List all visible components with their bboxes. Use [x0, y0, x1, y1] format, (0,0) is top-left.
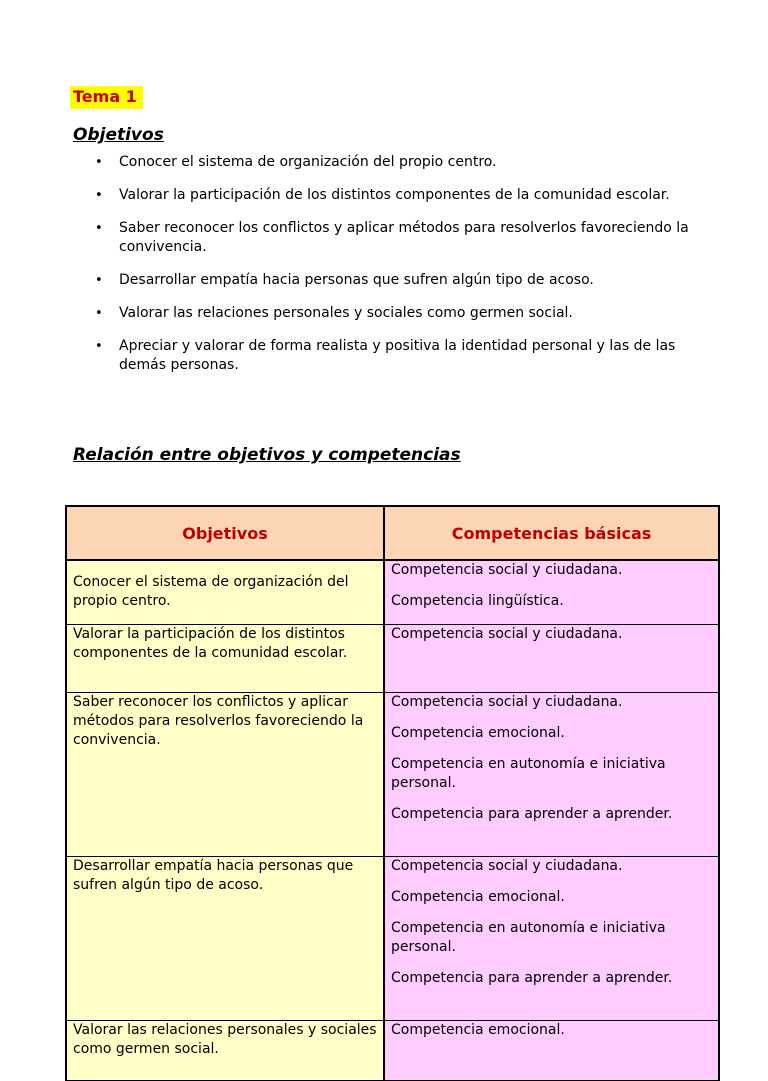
- table-row: [66, 624, 719, 692]
- bullet-icon: •: [95, 339, 103, 354]
- objetivo-cell-text: Valorar la participación de los distintos componentes de la comunidad escolar.: [73, 625, 348, 661]
- competencia-cell: [384, 624, 719, 692]
- competencia-item: Competencia emocional.: [391, 888, 565, 905]
- objetivo-cell: [66, 1020, 384, 1080]
- objetivo-text: Valorar la participación de los distintos componentes de la comunidad escolar.: [119, 187, 670, 203]
- objetivos-heading: Objetivos: [73, 125, 164, 145]
- bullet-icon: •: [95, 155, 103, 170]
- objetivo-cell: [66, 560, 384, 624]
- objetivo-cell-text: Conocer el sistema de organización del propio centro.: [73, 574, 349, 609]
- competencia-item: Competencia social y ciudadana.: [391, 857, 623, 874]
- competencia-item: Competencia para aprender a aprender.: [391, 969, 673, 986]
- bullet-icon: •: [95, 188, 103, 203]
- competencia-item: Competencia para aprender a aprender.: [391, 805, 673, 822]
- competencia-cell: [384, 560, 719, 624]
- table-header-row: [66, 506, 719, 560]
- objetivo-text: Conocer el sistema de organización del propio centro.: [119, 154, 497, 170]
- header-competencias: Competencias básicas: [384, 506, 719, 560]
- competencia-item: Competencia lingüística.: [391, 593, 564, 609]
- relacion-heading: Relación entre objetivos y competencias: [73, 445, 461, 465]
- competencia-item: Competencia en autonomía e iniciativa personal.: [391, 755, 666, 791]
- competencia-item: Competencia social y ciudadana.: [391, 562, 623, 578]
- table-row: [66, 692, 719, 856]
- objetivo-item: [95, 337, 725, 375]
- objetivo-cell-text: Saber reconocer los conflictos y aplicar métodos para resolverlos favoreciendo la convivencia.: [73, 693, 364, 748]
- header-objetivos: Objetivos: [66, 506, 384, 560]
- objetivo-text: Saber reconocer los conflictos y aplicar métodos para resolverlos favoreciendo la convivencia.: [119, 220, 689, 255]
- bullet-icon: •: [95, 306, 103, 321]
- competencia-cell: [384, 1020, 719, 1080]
- objetivo-item: [95, 186, 725, 205]
- competencia-item: Competencia en autonomía e iniciativa personal.: [391, 919, 666, 955]
- objetivo-text: Valorar las relaciones personales y sociales como germen social.: [119, 305, 573, 321]
- competencia-cell: [384, 856, 719, 1020]
- competencia-item: Competencia social y ciudadana.: [391, 625, 623, 642]
- objetivo-cell: [66, 692, 384, 856]
- bullet-icon: •: [95, 221, 103, 236]
- table-row: [66, 560, 719, 624]
- objetivo-item: [95, 219, 725, 257]
- objetivo-cell-text: Valorar las relaciones personales y sociales como germen social.: [73, 1021, 377, 1057]
- competencia-cell: [384, 692, 719, 856]
- relacion-table: [65, 505, 720, 1081]
- objetivo-text: Desarrollar empatía hacia personas que sufren algún tipo de acoso.: [119, 272, 594, 288]
- competencia-item: Competencia emocional.: [391, 724, 565, 741]
- objetivo-cell: [66, 624, 384, 692]
- table-row: [66, 1020, 719, 1080]
- tema-title: Tema 1: [70, 86, 143, 109]
- objetivo-cell: [66, 856, 384, 1020]
- competencia-item: Competencia social y ciudadana.: [391, 693, 623, 710]
- objetivo-item: [95, 271, 725, 290]
- competencia-item: Competencia emocional.: [391, 1021, 565, 1038]
- objetivos-list: [95, 153, 725, 389]
- objetivo-item: [95, 304, 725, 323]
- objetivo-item: [95, 153, 725, 172]
- bullet-icon: •: [95, 273, 103, 288]
- objetivo-cell-text: Desarrollar empatía hacia personas que sufren algún tipo de acoso.: [73, 857, 354, 893]
- objetivo-text: Apreciar y valorar de forma realista y positiva la identidad personal y las de las demás personas.: [119, 338, 676, 373]
- table-row: [66, 856, 719, 1020]
